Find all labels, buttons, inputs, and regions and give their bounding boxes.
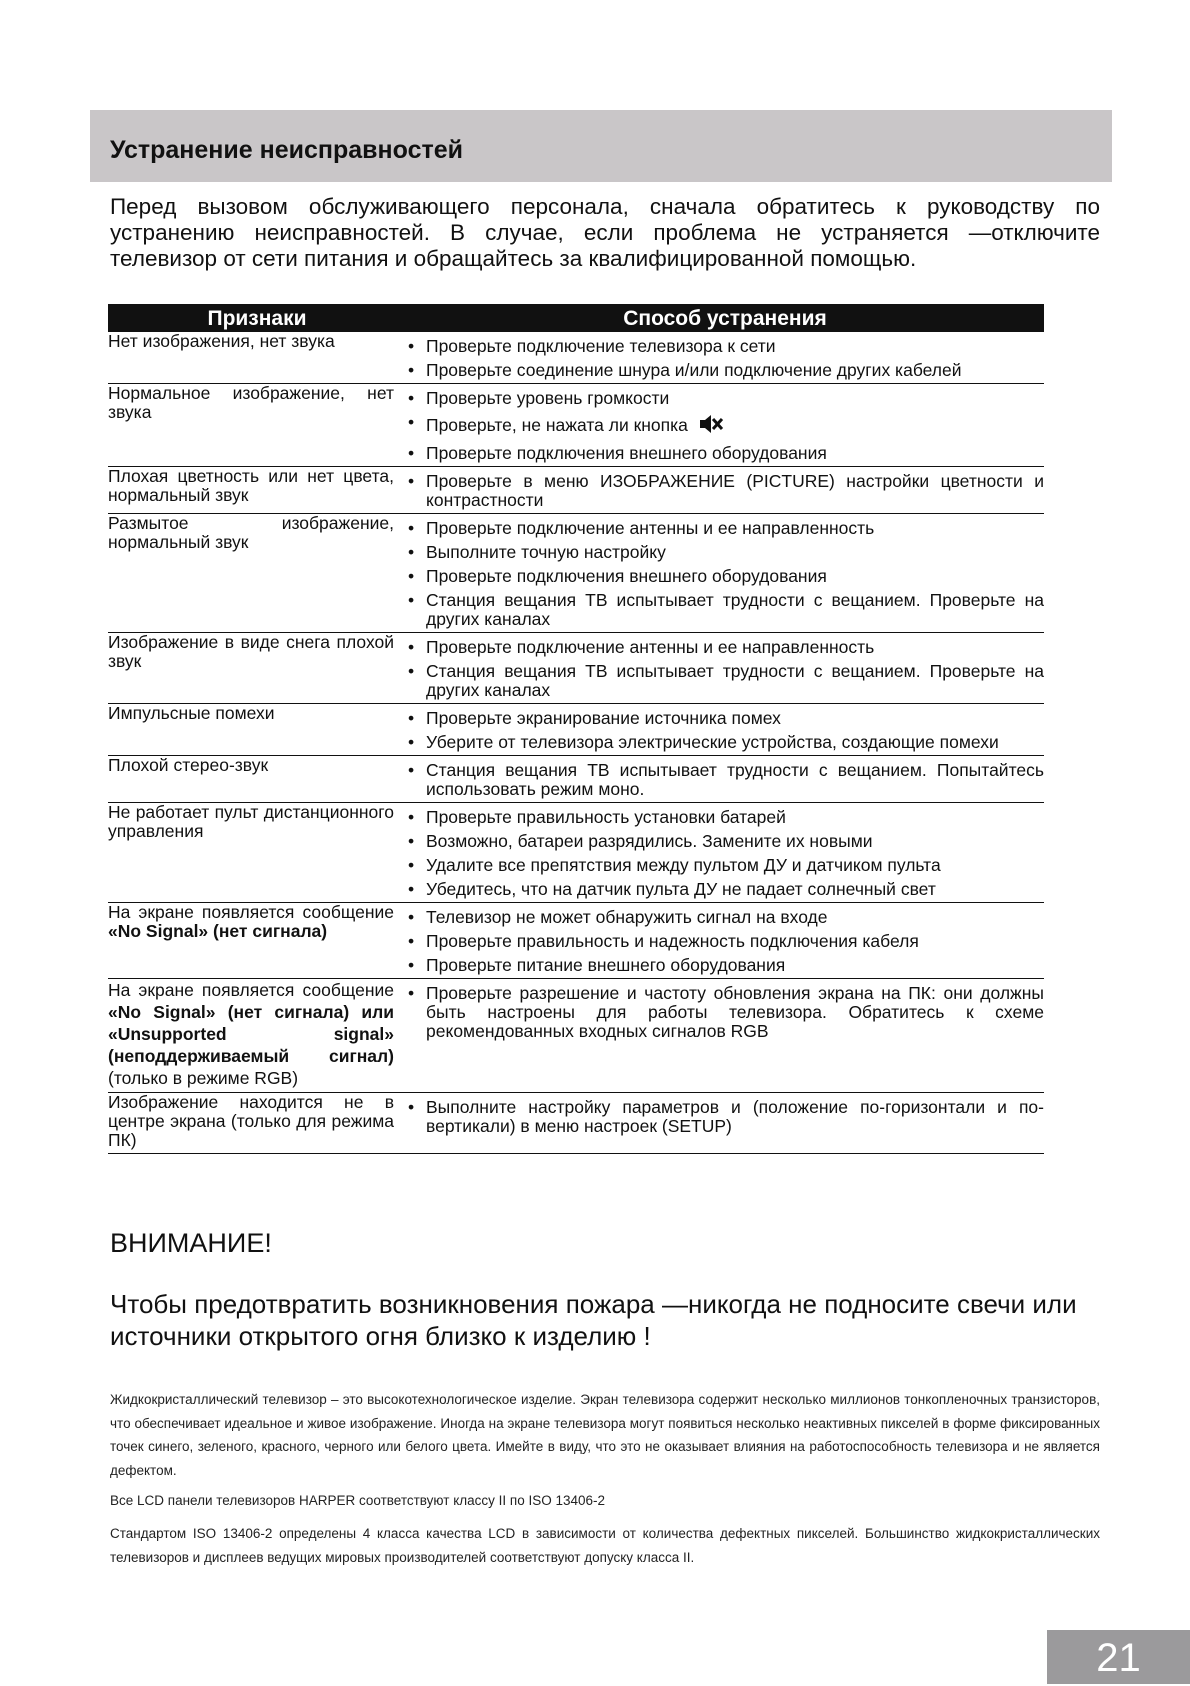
footnote-paragraph: Жидкокристаллический телевизор – это высокотехнологическое изделие. Экран телевизора содержит несколько миллионов тонкопленочных транзисторов, что обеспечивает идеальное и живое изображение. Иногда на экране телевизора могут появиться несколько неактивных пикселей в форме фиксированных точек синего, зеленого, красного, черного или белого цвета. Имейте в виду, что это не оказывает влияния на работоспособность телевизора и не является дефектом. — [110, 1392, 1100, 1478]
warning-text: Чтобы предотвратить возникновения пожара —никогда не подносите свечи или источники открытого огня близко к изделию ! — [110, 1289, 1077, 1351]
remedy-cell — [406, 704, 1044, 756]
remedy-item: • Проверьте экранирование источника помех — [406, 709, 1044, 728]
remedy-item: • Проверьте правильность и надежность подключения кабеля — [406, 932, 1044, 951]
remedy-cell — [406, 514, 1044, 633]
table-row — [108, 704, 1044, 756]
page-number: 21 — [1047, 1630, 1190, 1684]
symptom-cell: Плохой стерео-звук — [108, 756, 406, 803]
symptom-message: «No Signal» (нет сигнала) — [108, 921, 328, 941]
symptom-cell: Импульсные помехи — [108, 704, 406, 756]
remedy-item: • Проверьте соединение шнура и/или подключение других кабелей — [406, 361, 1044, 380]
remedy-cell — [406, 803, 1044, 903]
remedy-cell — [406, 384, 1044, 467]
symptom-text: На экране появляется сообщение — [108, 980, 394, 1000]
remedy-item-text: Проверьте, не нажата ли кнопка — [426, 415, 688, 435]
remedy-item: • Проверьте разрешение и частоту обновления экрана на ПК: они должны быть настроены для работы телевизора. Обратитесь к схеме рекомендованных входных сигналов RGB — [406, 984, 1044, 1041]
symptom-cell: Нормальное изображение, нет звука — [108, 384, 406, 467]
table-row — [108, 332, 1044, 384]
remedy-item: • Выполните точную настройку — [406, 543, 1044, 562]
remedy-item: • Телевизор не может обнаружить сигнал на входе — [406, 908, 1044, 927]
symptom-cell — [108, 903, 406, 979]
table-row — [108, 756, 1044, 803]
symptom-cell: Изображение в виде снега плохой звук — [108, 633, 406, 704]
symptom-cell — [108, 979, 406, 1093]
remedy-item: • Проверьте подключение телевизора к сети — [406, 337, 1044, 356]
symptom-text: На экране появляется сообщение — [108, 902, 394, 922]
remedy-item: • Станция вещания ТВ испытывает трудности с вещанием. Попытайтесь использовать режим моно. — [406, 761, 1044, 799]
symptom-cell: Не работает пульт дистанционного управления — [108, 803, 406, 903]
footnote-paragraph: Все LCD панели телевизоров HARPER соответствуют классу II по ISO 13406-2 — [110, 1493, 606, 1508]
remedy-item: • Проверьте в меню ИЗОБРАЖЕНИЕ (PICTURE) настройки цветности и контрастности — [406, 472, 1044, 510]
remedy-cell — [406, 633, 1044, 704]
remedy-cell — [406, 332, 1044, 384]
table-row — [108, 514, 1044, 633]
remedy-cell — [406, 467, 1044, 514]
symptom-note: (только в режиме RGB) — [108, 1068, 299, 1088]
remedy-item: • Проверьте подключение антенны и ее направленность — [406, 638, 1044, 657]
table-row — [108, 467, 1044, 514]
remedy-item: • Проверьте подключение антенны и ее направленность — [406, 519, 1044, 538]
symptom-cell: Размытое изображение, нормальный звук — [108, 514, 406, 633]
remedy-item: • Станция вещания ТВ испытывает трудности с вещанием. Проверьте на других каналах — [406, 591, 1044, 629]
table-row — [108, 384, 1044, 467]
remedy-cell — [406, 903, 1044, 979]
remedy-item: • Возможно, батареи разрядились. Замените их новыми — [406, 832, 1044, 851]
remedy-item: • Проверьте подключения внешнего оборудования — [406, 444, 1044, 463]
section-title-band — [90, 110, 1112, 182]
remedy-cell — [406, 756, 1044, 803]
remedy-cell — [406, 979, 1044, 1093]
warning-heading: ВНИМАНИЕ! — [110, 1228, 272, 1258]
remedy-item: • Проверьте подключения внешнего оборудования — [406, 567, 1044, 586]
remedy-item: • Проверьте правильность установки батарей — [406, 808, 1044, 827]
table-row — [108, 803, 1044, 903]
remedy-cell — [406, 1093, 1044, 1154]
remedy-item: • Проверьте питание внешнего оборудования — [406, 956, 1044, 975]
footnote-paragraph: Стандартом ISO 13406-2 определены 4 класса качества LCD в зависимости от количества дефектных пикселей. Большинство жидкокристаллических телевизоров и дисплеев ведущих мировых производителей соответствуют допуску класса II. — [110, 1526, 1100, 1565]
remedy-item: • Проверьте уровень громкости — [406, 389, 1044, 408]
remedy-item — [406, 413, 1044, 439]
remedy-item: • Удалите все препятствия между пультом ДУ и датчиком пульта — [406, 856, 1044, 875]
symptom-cell: Нет изображения, нет звука — [108, 332, 406, 384]
column-header-remedy: Способ устранения — [406, 304, 1044, 332]
remedy-item: • Выполните настройку параметров и (положение по-горизонтали и по-вертикали) в меню настроек (SETUP) — [406, 1098, 1044, 1136]
table-header-row — [108, 304, 1044, 332]
symptom-cell: Изображение находится не в центре экрана (только для режима ПК) — [108, 1093, 406, 1154]
symptom-message: «No Signal» (нет сигнала) или «Unsupported signal» (неподдерживаемый сигнал) — [108, 1002, 394, 1066]
table-row — [108, 1093, 1044, 1154]
remedy-item: • Станция вещания ТВ испытывает трудности с вещанием. Проверьте на других каналах — [406, 662, 1044, 700]
column-header-symptoms: Признаки — [108, 304, 406, 332]
troubleshooting-table — [108, 304, 1044, 1154]
table-row — [108, 979, 1044, 1093]
remedy-item: • Уберите от телевизора электрические устройства, создающие помехи — [406, 733, 1044, 752]
page-title: Устранение неисправностей — [110, 136, 464, 164]
remedy-item: • Убедитесь, что на датчик пульта ДУ не падает солнечный свет — [406, 880, 1044, 899]
intro-paragraph: Перед вызовом обслуживающего персонала, сначала обратитесь к руководству по устранению неисправностей. В случае, если проблема не устраняется —отключите телевизор от сети питания и обращайтесь за квалифицированной помощью. — [110, 194, 1100, 271]
symptom-cell: Плохая цветность или нет цвета, нормальный звук — [108, 467, 406, 514]
mute-icon — [698, 413, 724, 439]
table-row — [108, 633, 1044, 704]
table-row — [108, 903, 1044, 979]
